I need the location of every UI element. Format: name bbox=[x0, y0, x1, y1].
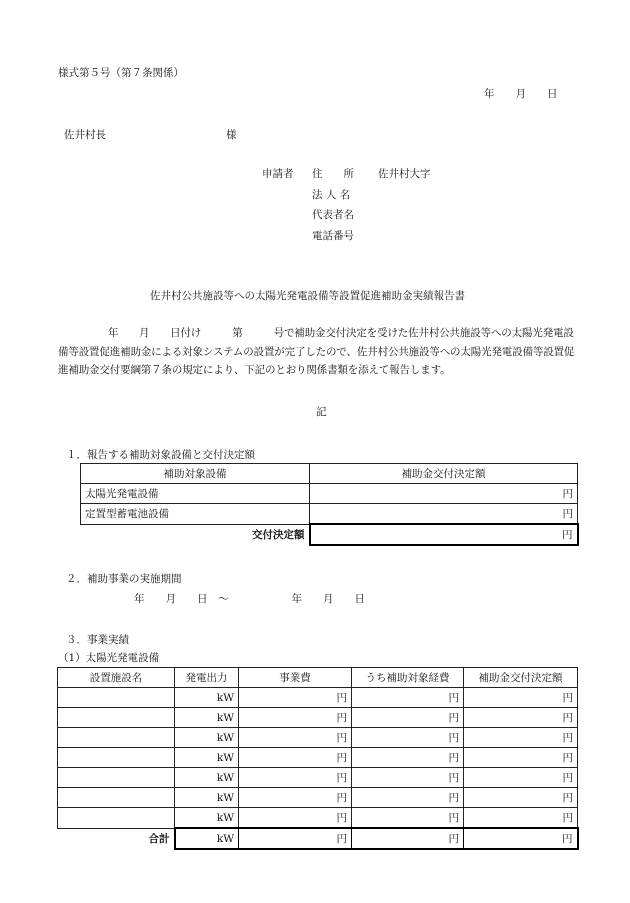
amount-cell[interactable]: 円 bbox=[310, 484, 578, 504]
subsidy-cell[interactable]: 円 bbox=[464, 808, 578, 829]
output-cell[interactable]: kW bbox=[175, 728, 239, 748]
amount-cell[interactable]: 円 bbox=[310, 504, 578, 525]
table-row bbox=[58, 788, 578, 808]
output-cell[interactable]: kW bbox=[175, 808, 239, 829]
body-paragraph: 年 月 日付け 第 号で補助金交付決定を受けた佐井村公共施設等への太陽光発電設備等設置促進補助金による対象システムの設置が完了したので、佐井村公共施設等への太陽光発電設備等設置促進補助金交付要綱第７条の規定により、下記のとおり関係書類を添えて報告します。 bbox=[58, 327, 575, 376]
address-label: 住 所 bbox=[312, 168, 354, 180]
table-row bbox=[58, 728, 578, 748]
subsidy-cell[interactable]: 円 bbox=[464, 788, 578, 808]
honorific: 様 bbox=[226, 129, 237, 141]
section3-heading: ３．事業実績 bbox=[66, 634, 129, 646]
eligible-cost-cell[interactable]: 円 bbox=[352, 808, 464, 829]
eligible-cost-cell[interactable]: 円 bbox=[352, 768, 464, 788]
col-header: 補助金交付決定額 bbox=[310, 464, 578, 484]
table-row bbox=[81, 504, 578, 525]
cost-cell[interactable]: 円 bbox=[239, 708, 352, 728]
subsidy-cell[interactable]: 円 bbox=[464, 708, 578, 728]
corp-label: 法 人 名 bbox=[312, 189, 351, 201]
address-value: 佐井村大字 bbox=[378, 168, 431, 180]
eligible-cost-cell[interactable]: 円 bbox=[352, 688, 464, 708]
output-cell[interactable]: kW bbox=[175, 748, 239, 768]
section1-table bbox=[80, 463, 579, 546]
ki-mark: 記 bbox=[316, 406, 327, 418]
subsidy-cell[interactable]: 円 bbox=[464, 688, 578, 708]
total-row bbox=[81, 524, 578, 545]
cost-cell[interactable]: 円 bbox=[239, 688, 352, 708]
output-cell[interactable]: kW bbox=[175, 708, 239, 728]
eligible-cost-cell[interactable]: 円 bbox=[352, 708, 464, 728]
cost-cell[interactable]: 円 bbox=[239, 768, 352, 788]
addressee: 佐井村長 bbox=[64, 129, 106, 141]
document-title: 佐井村公共施設等への太陽光発電設備等設置促進補助金実績報告書 bbox=[150, 290, 465, 302]
col-header: うち補助対象経費 bbox=[352, 668, 464, 688]
total-cost-cell[interactable]: 円 bbox=[239, 828, 352, 849]
col-header: 設置施設名 bbox=[58, 668, 175, 688]
col-header: 事業費 bbox=[239, 668, 352, 688]
subsidy-cell[interactable]: 円 bbox=[464, 728, 578, 748]
section3-table bbox=[57, 667, 579, 850]
section2-heading: ２．補助事業の実施期間 bbox=[66, 573, 182, 585]
facility-cell[interactable] bbox=[58, 688, 175, 708]
output-cell[interactable]: kW bbox=[175, 768, 239, 788]
facility-cell[interactable] bbox=[58, 728, 175, 748]
col-header: 発電出力 bbox=[175, 668, 239, 688]
form-number: 様式第５号（第７条関係） bbox=[58, 67, 184, 79]
facility-cell[interactable] bbox=[58, 808, 175, 829]
output-cell[interactable]: kW bbox=[175, 788, 239, 808]
eligible-cost-cell[interactable]: 円 bbox=[352, 788, 464, 808]
table-header-row bbox=[81, 464, 578, 484]
facility-cell[interactable] bbox=[58, 708, 175, 728]
subsidy-cell[interactable]: 円 bbox=[464, 748, 578, 768]
facility-cell[interactable] bbox=[58, 748, 175, 768]
facility-cell[interactable] bbox=[58, 788, 175, 808]
total-amount-cell[interactable]: 円 bbox=[310, 524, 578, 545]
section1-heading: １．報告する補助対象設備と交付決定額 bbox=[66, 449, 255, 461]
eligible-cost-cell[interactable]: 円 bbox=[352, 728, 464, 748]
table-row bbox=[58, 808, 578, 829]
total-label: 交付決定額 bbox=[252, 529, 305, 542]
total-eligible-cell[interactable]: 円 bbox=[352, 828, 464, 849]
subsidy-cell[interactable]: 円 bbox=[464, 768, 578, 788]
cost-cell[interactable]: 円 bbox=[239, 808, 352, 829]
cost-cell[interactable]: 円 bbox=[239, 748, 352, 768]
equipment-name: 太陽光発電設備 bbox=[81, 484, 310, 504]
cost-cell[interactable]: 円 bbox=[239, 788, 352, 808]
table-header-row bbox=[58, 668, 578, 688]
facility-cell[interactable] bbox=[58, 768, 175, 788]
applicant-label: 申請者 bbox=[262, 168, 294, 180]
table-row bbox=[58, 768, 578, 788]
eligible-cost-cell[interactable]: 円 bbox=[352, 748, 464, 768]
phone-label: 電話番号 bbox=[312, 230, 354, 242]
report-date: 年 月 日 bbox=[484, 88, 558, 100]
col-header: 補助金交付決定額 bbox=[464, 668, 578, 688]
section3-subheading: （1）太陽光発電設備 bbox=[58, 652, 160, 664]
total-output-cell[interactable]: kW bbox=[175, 828, 239, 849]
output-cell[interactable]: kW bbox=[175, 688, 239, 708]
total-label: 合計 bbox=[58, 828, 175, 849]
table-row bbox=[58, 688, 578, 708]
equipment-name: 定置型蓄電池設備 bbox=[81, 504, 310, 525]
col-header: 補助対象設備 bbox=[81, 464, 310, 484]
cost-cell[interactable]: 円 bbox=[239, 728, 352, 748]
table-row bbox=[58, 708, 578, 728]
table-row bbox=[58, 748, 578, 768]
rep-label: 代表者名 bbox=[312, 209, 354, 221]
total-subsidy-cell[interactable]: 円 bbox=[464, 828, 578, 849]
table-row bbox=[81, 484, 578, 504]
implementation-period: 年 月 日 ～ 年 月 日 bbox=[134, 593, 365, 605]
total-row bbox=[58, 828, 578, 849]
